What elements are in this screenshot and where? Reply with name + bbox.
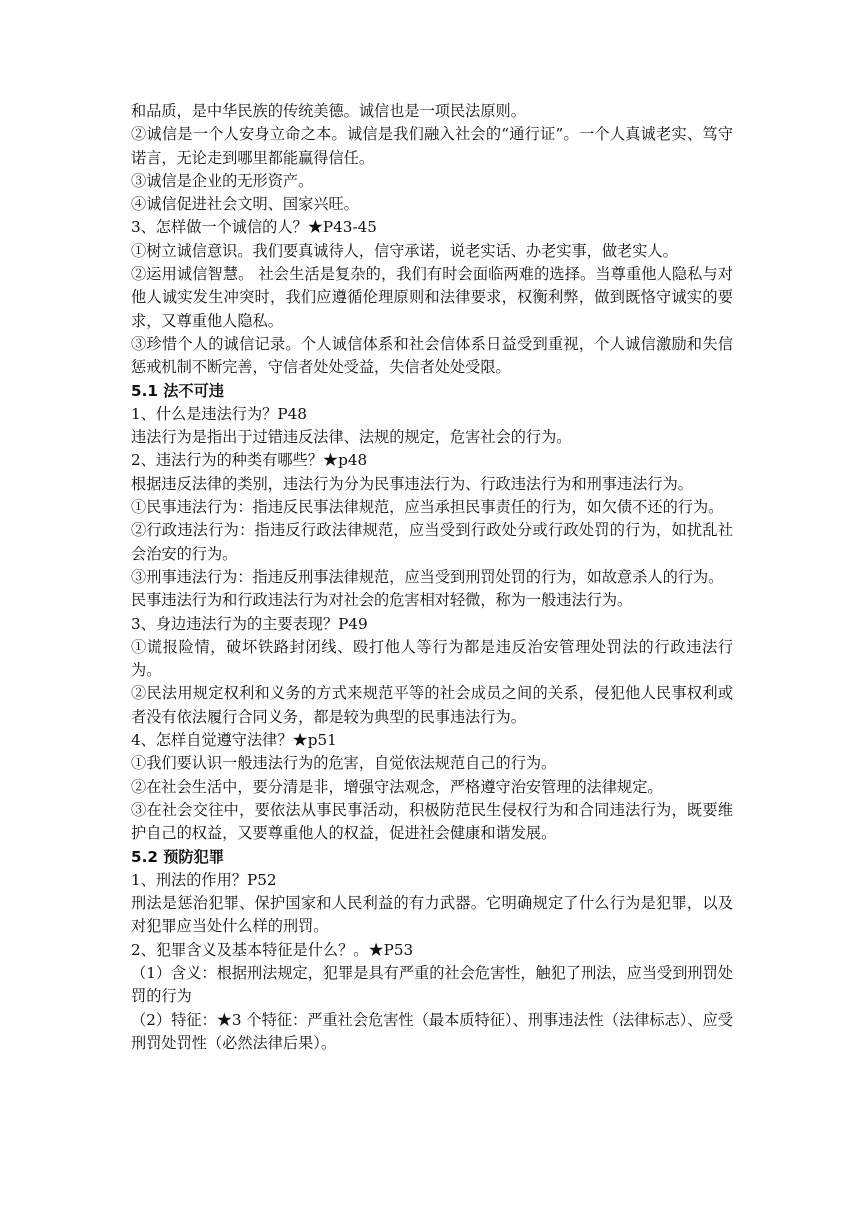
text-line: ④诚信促进社会文明、国家兴旺。 — [131, 195, 359, 214]
question-heading: 3、怎样做一个诚信的人？★P43-45 — [131, 218, 377, 237]
text-line: ③珍惜个人的诚信记录。个人诚信体系和社会信体系日益受到重视，个人诚信激励和失信惩戒机制不断完善，守信者处处受益，失信者处处受限。 — [131, 334, 733, 377]
text-line: ③刑事违法行为：指违反刑事法律规范，应当受到刑罚处罚的行为，如故意杀人的行为。 — [131, 567, 724, 586]
section-heading: 5.1 法不可违 — [131, 381, 224, 400]
text-line: ②民法用规定权利和义务的方式来规范平等的社会成员之间的关系，侵犯他人民事权利或者没有依法履行合同义务，都是较为典型的民事违法行为。 — [131, 684, 733, 726]
text-line: 民事违法行为和行政违法行为对社会的危害相对轻微，称为一般违法行为。 — [131, 591, 633, 610]
text-line: ③在社会交往中，要依法从事民事活动，积极防范民生侵权行为和合同违法行为，既要维护自己的权益，又要尊重他人的权益，促进社会健康和谐发展。 — [131, 800, 733, 843]
text-line: ②行政违法行为：指违反行政法律规范，应当受到行政处分或行政处罚的行为，如扰乱社会治安的行为。 — [131, 521, 733, 563]
text-line: ②在社会生活中，要分清是非，增强守法观念，严格遵守治安管理的法律规定。 — [131, 777, 663, 796]
text-line: ①民事违法行为：指违反民事法律规范，应当承担民事责任的行为，如欠债不还的行为。 — [131, 498, 724, 517]
text-line: ①谎报险情，破坏铁路封闭线、殴打他人等行为都是违反治安管理处罚法的行政违法行为。 — [131, 637, 733, 680]
question-heading: 3、身边违法行为的主要表现？P49 — [131, 614, 368, 633]
question-heading: 1、什么是违法行为？P48 — [131, 404, 307, 423]
text-line: ①树立诚信意识。我们要真诚待人，信守承诺，说老实话、办老实事，做老实人。 — [131, 241, 678, 260]
question-heading: 2、犯罪含义及基本特征是什么？。★P53 — [131, 940, 414, 959]
text-line: （2）特征：★3 个特征：严重社会危害性（最本质特征）、刑事违法性（法律标志）、应受刑罚处罚性（必然法律后果）。 — [131, 1010, 733, 1052]
text-line: 根据违反法律的类别，违法行为分为民事违法行为、行政违法行为和刑事违法行为。 — [131, 474, 693, 493]
text-line: ②诚信是一个人安身立命之本。诚信是我们融入社会的“通行证”。一个人真诚老实、笃守诺言，无论走到哪里都能赢得信任。 — [131, 125, 733, 167]
text-line: （1）含义：根据刑法规定，犯罪是具有严重的社会危害性，触犯了刑法，应当受到刑罚处罚的行为 — [131, 963, 733, 1006]
question-heading: 4、怎样自觉遵守法律？★p51 — [131, 731, 337, 750]
document-page — [131, 100, 733, 1055]
text-line: 刑法是惩治犯罪、保护国家和人民利益的有力武器。它明确规定了什么行为是犯罪，以及对犯罪应当处什么样的刑罚。 — [131, 894, 733, 936]
text-line: ③诚信是企业的无形资产。 — [131, 171, 314, 190]
section-heading: 5.2 预防犯罪 — [131, 847, 224, 866]
text-line: ①我们要认识一般违法行为的危害，自觉依法规范自己的行为。 — [131, 754, 557, 773]
text-line: 和品质，是中华民族的传统美德。诚信也是一项民法原则。 — [131, 102, 526, 120]
question-heading: 1、刑法的作用？P52 — [131, 870, 277, 889]
text-line: ②运用诚信智慧。 社会生活是复杂的，我们有时会面临两难的选择。当尊重他人隐私与对他人诚实发生冲突时，我们应遵循伦理原则和法律要求，权衡利弊，做到既恪守诚实的要求，又尊重他人隐私。 — [131, 265, 733, 330]
text-line: 违法行为是指出于过错违反法律、法规的规定，危害社会的行为。 — [131, 428, 572, 447]
question-heading: 2、违法行为的种类有哪些？★p48 — [131, 451, 368, 470]
